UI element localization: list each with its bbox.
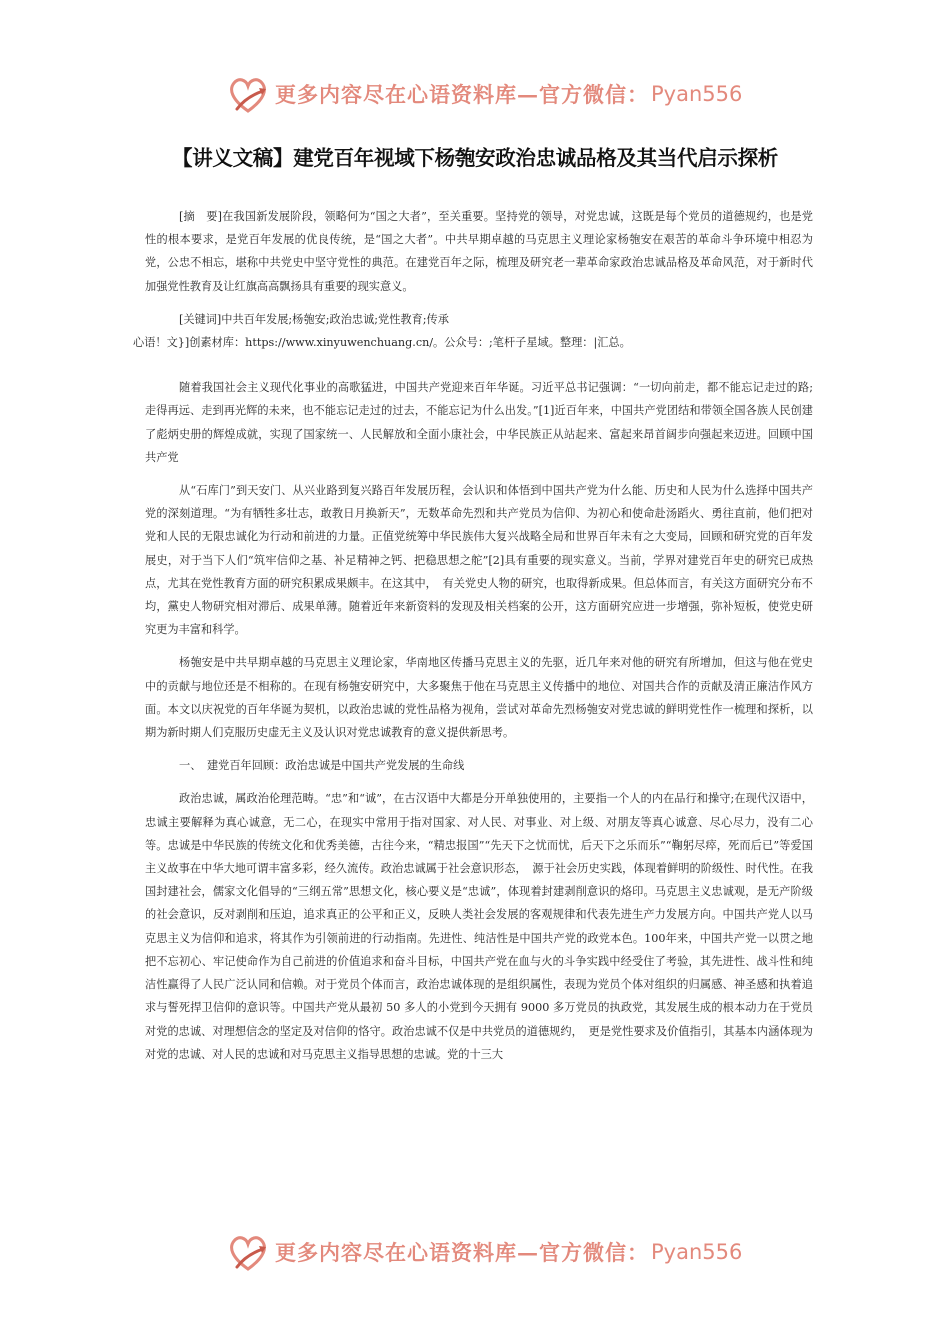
heart-logo-icon xyxy=(225,1229,271,1275)
document-body xyxy=(133,205,813,1066)
body-paragraph-2: 从“石库门”到天安门、从兴业路到复兴路百年发展历程，会认识和体悟到中国共产党为什么能、历史和人民为什么选择中国共产党的深刻道理。“为有牺牲多壮志，敢教日月换新天”，无数革命先烈和共产党员为信仰、为初心和使命赴汤蹈火、勇往直前，他们把对党和人民的无限忠诚化为行动和前进的力量。正值党统筹中华民族伟大复兴战略全局和世界百年未有之大变局，回顾和研究党的百年发展史，对于当下人们“筑牢信仰之基、补足精神之钙、把稳思想之舵”[2]具有重要的现实意义。当前，学界对建党百年史的研究已成热点，尤其在党性教育方面的研究积累成果颇丰。在这其中， 有关党史人物的研究，也取得新成果。但总体而言，有关这方面研究分布不均，黨史人物研究相对滞后、成果单薄。随着近年来新资料的发现及相关档案的公开，这方面研究应进一步增强，弥补短板，使党史研究更为丰富和科学。 xyxy=(145,484,813,637)
keywords-line: [关键词]中共百年发展;杨匏安;政治忠诚;党性教育;传承 xyxy=(179,312,449,326)
body-paragraph-1: 随着我国社会主义现代化事业的高歌猛进，中国共产党迎来百年华诞。习近平总书记强调：“一切向前走，都不能忘记走过的路;走得再远、走到再光辉的未来，也不能忘记走过的过去，不能忘记为什么出发。”[1]近百年来，中国共产党团结和带领全国各族人民创建了彪炳史册的辉煌成就，实现了国家统一、人民解放和全面小康社会，中华民族正从站起来、富起来昂首阔步向强起来迈进。回顾中国共产党 xyxy=(145,381,813,464)
banner-text: 更多内容尽在心语资料库—官方微信： xyxy=(275,1240,649,1265)
banner-wechat-id: Pyan556 xyxy=(651,1240,743,1264)
body-paragraph-4: 政治忠诚，属政治伦理范畴。“忠”和“诚”，在古汉语中大都是分开单独使用的，主要指一个人的内在品行和操守;在现代汉语中，忠诚主要解释为真心诚意，无二心，在现实中常用于指对国家、对人民、对事业、对上级、对朋友等真心诚意、尽心尽力，没有二心等。忠诚是中华民族的传统文化和优秀美德，古往今来，“精忠报国”“先天下之忧而忧，后天下之乐而乐”“鞠躬尽瘁，死而后已”等爱国主义故事在中华大地可谓丰富多彩，经久流传。政治忠诚属于社会意识形态， 源于社会历史实践，体现着鲜明的阶级性、时代性。在我国封建社会，儒家文化倡导的“三纲五常”思想文化，核心要义是“忠诚”，体现着封建剥削意识的烙印。马克思主义忠诚观，是无产阶级的社会意识，反对剥削和压迫，追求真正的公平和正义，反映人类社会发展的客观规律和代表先进生产力发展方向。中国共产党人以马克思主义为信仰和追求，将其作为引领前进的行动指南。先进性、纯洁性是中国共产党的政党本色。100年来，中国共产党一以贯之地把不忘初心、牢记使命作为自己前进的价值追求和奋斗目标，中国共产党在血与火的斗争实践中经受住了考验，其先进性、战斗性和纯洁性赢得了人民广泛认同和信赖。对于党员个体而言，政治忠诚体现的是组织属性，表现为党员个体对组织的归属感、神圣感和执着追求与誓死捍卫信仰的意识等。中国共产党从最初 50 多人的小党到今天拥有 9000 多万党员的执政党，其发展生成的根本动力在于党员对党的忠诚、对理想信念的坚定及对信仰的恪守。政治忠诚不仅是中共党员的道德规约， 更是党性要求及价值指引，其基本内涵体现为对党的忠诚、对人民的忠诚和对马克思主义指导思想的忠诚。党的十三大 xyxy=(145,792,813,1061)
source-watermark-line: 心语！文}]创素材库：https://www.xinyuwenchuang.cn/。公众号：;笔杆子星域。整理：|汇总。 xyxy=(133,336,631,350)
body-paragraph-3: 杨匏安是中共早期卓越的马克思主义理论家，华南地区传播马克思主义的先驱，近几年来对他的研究有所增加，但这与他在党史中的贡献与地位还是不相称的。在现有杨匏安研究中，大多聚焦于他在马克思主义传播中的地位、对国共合作的贡献及清正廉洁作风方面。本文以庆祝党的百年华诞为契机，以政治忠诚的党性品格为视角，尝试对革命先烈杨匏安对党忠诚的鲜明党性作一梳理和探析，以期为新时期人们克服历史虚无主义及认识对党忠诚教育的意义提供新思考。 xyxy=(145,656,813,740)
heart-logo-icon xyxy=(225,71,271,117)
banner-text: 更多内容尽在心语资料库—官方微信： xyxy=(275,82,649,107)
keywords-block xyxy=(133,308,813,354)
section-heading: 一、 建党百年回顾：政治忠诚是中国共产党发展的生命线 xyxy=(179,759,465,773)
document-title: 【讲义文稿】建党百年视域下杨匏安政治忠诚品格及其当代启示探析 xyxy=(172,146,778,170)
banner-wechat-id: Pyan556 xyxy=(651,82,743,106)
abstract-paragraph: [摘 要]在我国新发展阶段，领略何为“国之大者”，至关重要。坚持党的领导，对党忠诚，这既是每个党员的道德规约，也是党性的根本要求，是党百年发展的优良传统，是“国之大者”。中共早期卓越的马克思主义理论家杨匏安在艰苦的革命斗争环境中相忍为党，公忠不相忘，堪称中共党史中坚守党性的典范。在建党百年之际，梳理及研究老一辈革命家政治忠诚品格及革命风范，对于新时代加强党性教育及让红旗高高飘扬具有重要的现实意义。 xyxy=(145,210,813,293)
header-banner xyxy=(225,70,742,118)
footer-banner xyxy=(225,1228,742,1276)
